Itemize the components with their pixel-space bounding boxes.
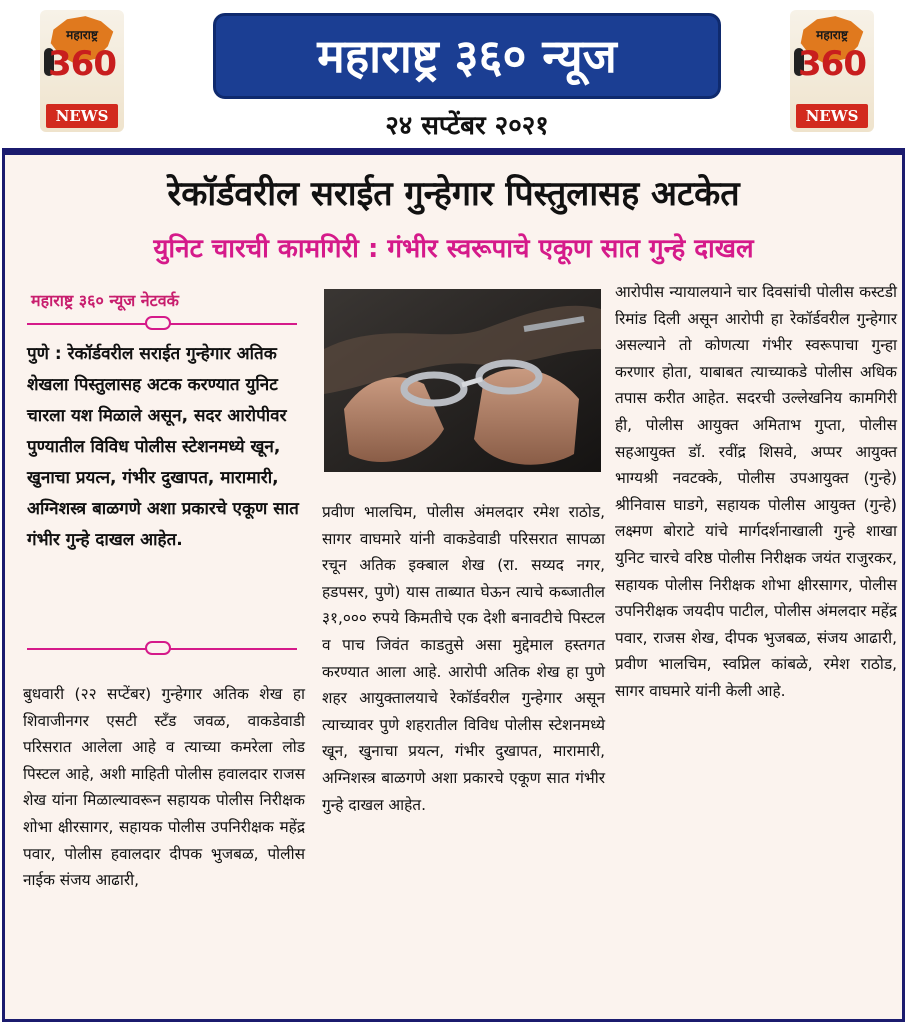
article-frame (2, 148, 905, 1022)
article-headline: रेकॉर्डवरील सराईत गुन्हेगार पिस्तुलासह अटकेत (167, 174, 740, 214)
masthead (0, 0, 907, 148)
article-column-1: बुधवारी (२२ सप्टेंबर) गुन्हेगार अतिक शेख हा शिवाजीनगर एसटी स्टँड जवळ, वाकडेवाडी परिसरात आलेला आहे व त्याच्या कमरेला लोड पिस्टल आहे, अशी माहिती पोलीस हवालदार राजस शेख यांना मिळाल्यावरून सहायक पोलीस निरीक्षक शोभा क्षीरसागर, सहायक पोलीस उपनिरीक्षक महेंद्र पवार, पोलीस हवालदार दीपक भुजबळ, पोलीस नाईक संजय आढारी, (23, 685, 305, 890)
article-column-2: प्रवीण भालचिम, पोलीस अंमलदार रमेश राठोड, सागर वाघमारे यांनी वाकडेवाडी परिसरात सापळा रचून अतिक इक्बाल शेख (रा. सय्यद नगर, हडपसर, पुणे) यास ताब्यात घेऊन त्याचे कब्जातील ३१,००० रुपये किमतीचे एक देशी बनावटीचे पिस्टल व पाच जिवंत काडतुसे असा मुद्देमाल हस्तगत करण्यात आला आहे. आरोपी अतिक शेख हा पुणे शहर आयुक्तालयाचे रेकॉर्डवरील गुन्हेगार असून त्याच्यावर पुणे शहरातील विविध पोलीस स्टेशनमध्ये खून, खुनाचा प्रयत्न, गंभीर दुखापत, मारामारी, अग्निशस्त्र बाळगणे अशा प्रकारचे एकूण सात गंभीर गुन्हे दाखल आहेत. (322, 503, 605, 814)
divider-ornament-icon (145, 316, 171, 330)
article-subheadline: युनिट चारची कामगिरी : गंभीर स्वरूपाचे एकूण सात गुन्हे दाखल (153, 234, 754, 264)
news-logo-left (40, 10, 124, 132)
logo-number: 360 (48, 44, 116, 84)
logo-news-label: NEWS (796, 104, 868, 128)
logo-number: 360 (798, 44, 866, 84)
logo-state-text: महाराष्ट्र (816, 28, 848, 42)
byline: महाराष्ट्र ३६० न्यूज नेटवर्क (31, 291, 179, 310)
logo-news-label: NEWS (46, 104, 118, 128)
article-column-3: आरोपीस न्यायालयाने चार दिवसांची पोलीस कस्टडी रिमांड दिली असून आरोपी हा रेकॉर्डवरील गुन्हेगार असल्याने तो कोणत्या गंभीर स्वरूपाचा गुन्हा करणार होता, याबाबत त्याच्याकडे पोलीस अधिक तपास करीत आहेत. सदरची उल्लेखनिय कामगिरी ही, पोलीस आयुक्त अमिताभ गुप्ता, पोलीस सहआयुक्त डॉ. रवींद्र शिसवे, अप्पर आयुक्त भाग्यश्री नवटक्के, पोलीस उपआयुक्त (गुन्हे) श्रीनिवास घाडगे, सहायक पोलीस आयुक्त (गुन्हे) लक्ष्मण बोराटे यांचे मार्गदर्शनाखाली गुन्हे शाखा युनिट चारचे वरिष्ठ पोलीस निरीक्षक जयंत राजुरकर, सहायक पोलीस निरीक्षक शोभा क्षीरसागर, पोलीस उपनिरीक्षक जयदीप पाटील, पोलीस अंमलदार महेंद्र पवार, राजस शेख, दीपक भुजबळ, संजय आढारी, प्रवीण भालचिम, स्वप्निल कांबळे, रमेश राठोड, सागर वाघमारे यांनी केली आहे. (615, 283, 897, 700)
news-logo-right (790, 10, 874, 132)
frame-top-rule (5, 151, 902, 155)
handcuffed-hands-photo (324, 289, 601, 472)
logo-state-text: महाराष्ट्र (66, 28, 98, 42)
divider-ornament-icon (145, 641, 171, 655)
article-intro: पुणे : रेकॉर्डवरील सराईत गुन्हेगार अतिक शेखला पिस्तुलासह अटक करण्यात युनिट चारला यश मिळाले असून, सदर आरोपीवर पुण्यातील विविध पोलीस स्टेशनमध्ये खून, खुनाचा प्रयत्न, गंभीर दुखापत, मारामारी, अग्निशस्त्र बाळगणे अशा प्रकारचे एकूण सात गंभीर गुन्हे दाखल आहेत. (27, 344, 299, 550)
newspaper-title: महाराष्ट्र ३६० न्यूज (213, 13, 721, 99)
issue-date: २४ सप्टेंबर २०२१ (385, 111, 549, 141)
